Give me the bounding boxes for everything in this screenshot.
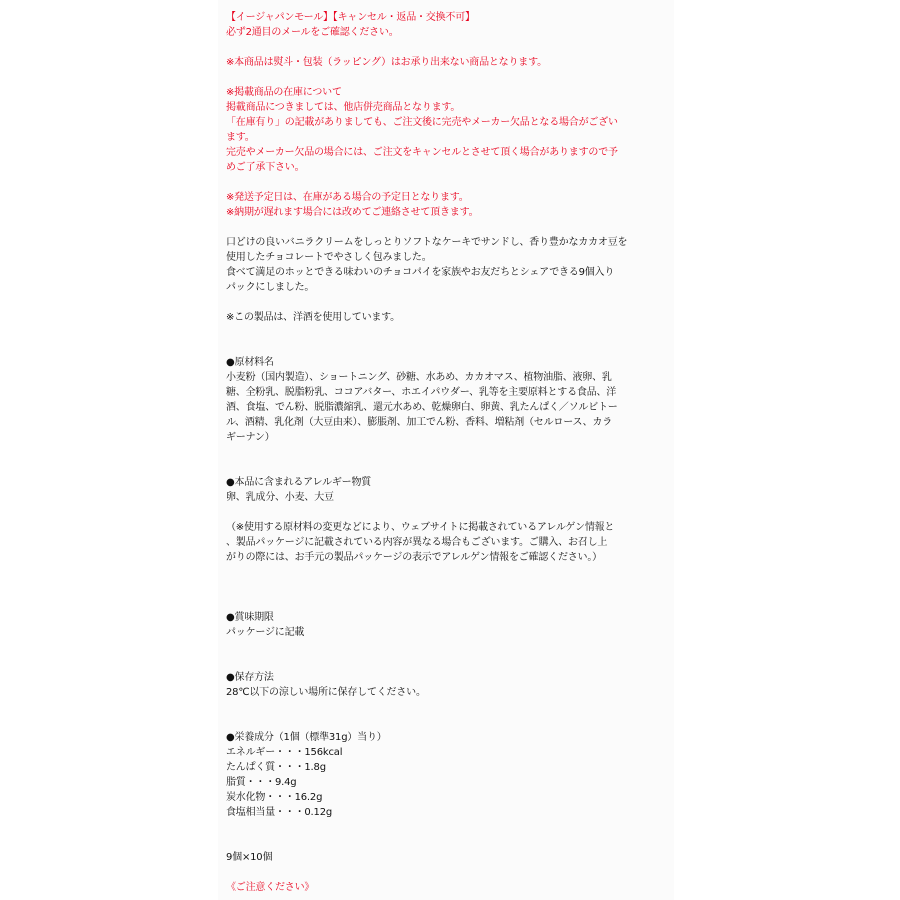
allergens-note-line: 、製品パッケージに記載されている内容が異なる場合もございます。ご購入、お召し上	[226, 537, 608, 548]
storage-heading: ●保存方法	[226, 672, 274, 683]
storage-value: 28℃以下の涼しい場所に保存してください。	[226, 687, 426, 698]
package-quantity: 9個×10個	[226, 852, 273, 863]
shipping-notice-line: ※発送予定日は、在庫がある場合の予定日となります。	[226, 192, 469, 203]
ingredients-section	[226, 355, 666, 445]
caution-heading: 《ご注意ください》	[226, 882, 315, 893]
ingredients-line: 酒、食塩、でん粉、脱脂濃縮乳、還元水あめ、乾燥卵白、卵黄、乳たんぱく／ソルビトー	[226, 402, 618, 413]
stock-notice-line: 掲載商品につきましては、他店併売商品となります。	[226, 102, 461, 113]
allergens-value: 卵、乳成分、小麦、大豆	[226, 492, 334, 503]
nutrition-line: 食塩相当量・・・0.12g	[226, 807, 333, 818]
product-copy	[226, 235, 666, 295]
allergens-heading: ●本品に含まれるアレルギー物質	[226, 477, 372, 488]
allergens-note-line: がりの際には、お手元の製品パッケージの表示でアレルゲン情報をご確認ください。）	[226, 552, 602, 563]
ingredients-line: 糖、全粉乳、脱脂粉乳、ココアバター、ホエイパウダー、乳等を主要原料とする食品、洋	[226, 387, 617, 398]
wrapping-notice: ※本商品は熨斗・包装（ラッピング）はお承り出来ない商品となります。	[226, 57, 547, 68]
stock-notice-line: ます。	[226, 132, 255, 143]
store-notice: 【イージャパンモール】【キャンセル・返品・交換不可】	[226, 12, 475, 23]
product-copy-line: パックにしました。	[226, 282, 315, 293]
storage-section	[226, 670, 666, 700]
allergens-section	[226, 475, 666, 565]
product-description	[226, 10, 666, 895]
nutrition-line: エネルギー・・・156kcal	[226, 747, 343, 758]
nutrition-heading: ●栄養成分（1個（標準31g）当り）	[226, 732, 387, 743]
allergens-note-line: （※使用する原材料の変更などにより、ウェブサイトに掲載されているアレルゲン情報と	[226, 522, 615, 533]
product-copy-line: 使用したチョコレートでやさしく包みました。	[226, 252, 432, 263]
expiry-heading: ●賞味期限	[226, 612, 274, 623]
mail-confirm-notice: 必ず2通目のメールをご確認ください。	[226, 27, 399, 38]
expiry-section	[226, 610, 666, 640]
shipping-notice-line: ※納期が遅れます場合には改めてご連絡させて頂きます。	[226, 207, 479, 218]
nutrition-line: 脂質・・・9.4g	[226, 777, 297, 788]
shipping-notice	[226, 190, 666, 220]
ingredients-line: ル、酒精、乳化剤（大豆由来）、膨脹剤、加工でん粉、香料、増粘剤（セルロース、カラ	[226, 417, 612, 428]
nutrition-section	[226, 730, 666, 820]
product-copy-line: 食べて満足のホッとできる味わいのチョコパイを家族やお友だちとシェアできる9個入り	[226, 267, 615, 278]
nutrition-line: 炭水化物・・・16.2g	[226, 792, 323, 803]
stock-notice-line: 完売やメーカー欠品の場合には、ご注文をキャンセルとさせて頂く場合がありますので予	[226, 147, 618, 158]
ingredients-line: ギーナン）	[226, 432, 275, 443]
product-copy-line: 口どけの良いバニラクリームをしっとりソフトなケーキでサンドし、香り豊かなカカオ豆を	[226, 237, 628, 248]
alcohol-note: ※この製品は、洋酒を使用しています。	[226, 312, 400, 323]
ingredients-heading: ●原材料名	[226, 357, 274, 368]
expiry-value: パッケージに記載	[226, 627, 305, 638]
nutrition-line: たんぱく質・・・1.8g	[226, 762, 326, 773]
stock-notice-line: ※掲載商品の在庫について	[226, 87, 342, 98]
ingredients-line: 小麦粉（国内製造）、ショートニング、砂糖、水あめ、カカオマス、植物油脂、液卵、乳	[226, 372, 612, 383]
stock-notice-line: 「在庫有り」の記載がありましても、ご注文後に完売やメーカー欠品となる場合がござい	[226, 117, 618, 128]
stock-notice	[226, 85, 666, 175]
stock-notice-line: めご了承下さい。	[226, 162, 305, 173]
